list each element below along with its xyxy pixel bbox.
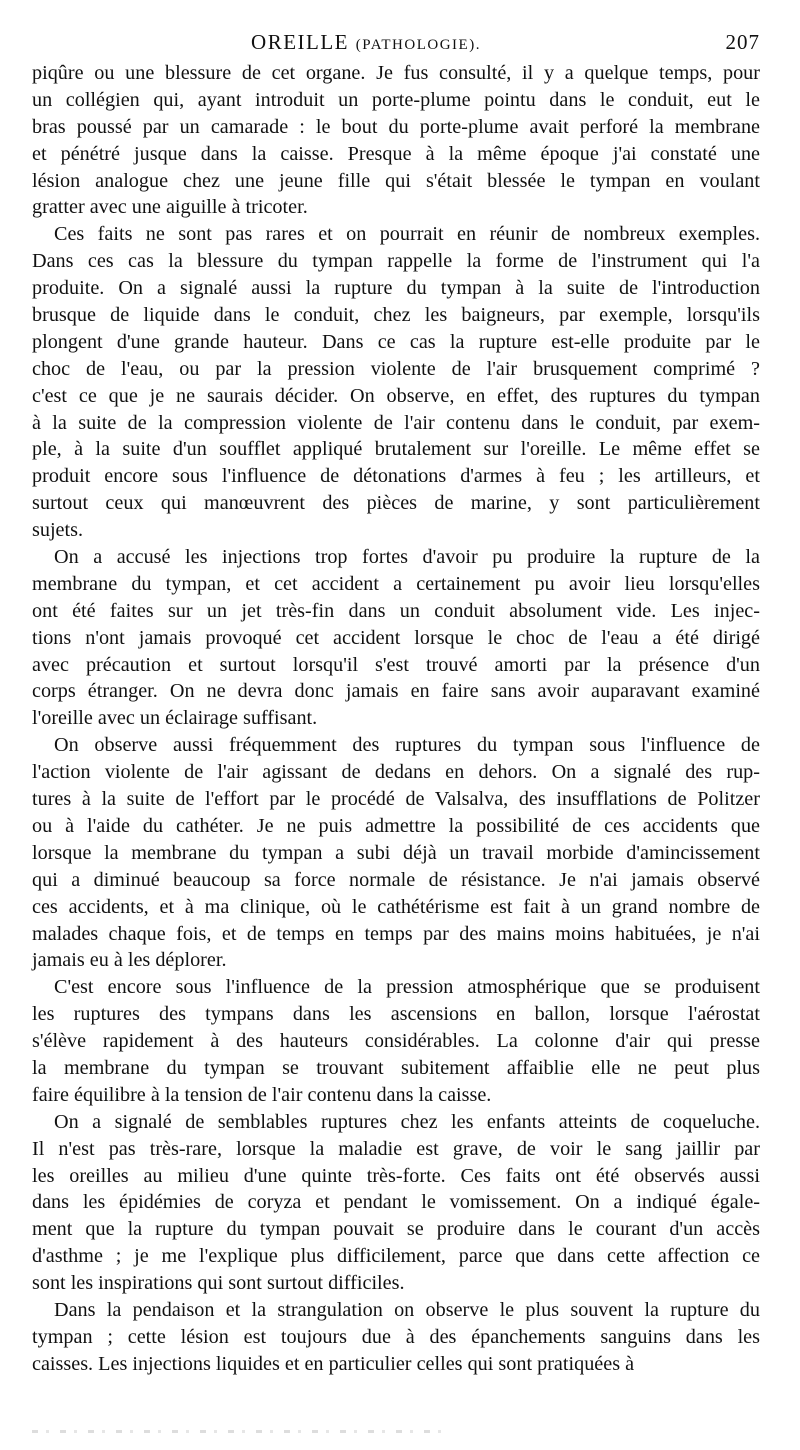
paragraph (32, 1297, 760, 1378)
text-line: qui a diminué beaucoup sa force normale de résistance. Je n'ai jamais observé (32, 868, 760, 891)
text-line: malades chaque fois, et de temps en temps par des mains moins habituées, je n'ai (32, 922, 760, 945)
text-line: gratter avec une aiguille à tricoter. (32, 196, 308, 219)
text-line: Il n'est pas très-rare, lorsque la maladie est grave, de voir le sang jaillir par (32, 1137, 760, 1160)
text-line: et pénétré jusque dans la caisse. Presque à la même époque j'ai constaté une (32, 142, 760, 165)
text-line: ple, à la suite d'un soufflet appliqué brutalement sur l'oreille. Le même effet se (32, 438, 760, 461)
paragraph (32, 974, 760, 1108)
text-line: faire équilibre à la tension de l'air contenu dans la caisse. (32, 1083, 492, 1106)
text-line: l'action violente de l'air agissant de dedans en dehors. On a signalé des rup- (32, 761, 760, 784)
page-number: 207 (725, 30, 760, 54)
text-line: piqûre ou une blessure de cet organe. Je fus consulté, il y a quelque temps, pour (32, 62, 760, 84)
text-line: tures à la suite de l'effort par le procédé de Valsalva, des insufflations de Politzer (32, 788, 760, 811)
text-line: sont les inspirations qui sont surtout difficiles. (32, 1272, 405, 1295)
scan-artifact (32, 1430, 452, 1433)
text-line: surtout ceux qui manœuvrent des pièces de marine, y sont particulièrement (32, 492, 760, 515)
book-page (32, 0, 760, 1375)
text-line: l'oreille avec un éclairage suffisant. (32, 707, 318, 730)
text-line: produit encore sous l'influence de détonations d'armes à feu ; les artilleurs, et (32, 465, 760, 488)
text-line: tions n'ont jamais provoqué cet accident lorsque le choc de l'eau a été dirigé (32, 626, 760, 649)
text-line: jamais eu à les déplorer. (32, 949, 227, 972)
page-header (32, 0, 760, 58)
text-line: les ruptures des tympans dans les ascensions en ballon, lorsque l'aérostat (32, 1003, 760, 1026)
text-line: ces accidents, et à ma clinique, où le cathétérisme est fait à un grand nombre de (32, 895, 760, 918)
text-line: caisses. Les injections liquides et en particulier celles qui sont pratiquées à (32, 1352, 635, 1375)
text-line: dans les épidémies de coryza et pendant le vomissement. On a indiqué égale- (32, 1191, 760, 1214)
text-line: ont été faites sur un jet très-fin dans un conduit absolument vide. Les injec- (32, 599, 760, 622)
text-line: corps étranger. On ne devra donc jamais en faire sans avoir auparavant examiné (32, 680, 760, 703)
paragraph (32, 221, 760, 544)
text-line: avec précaution et surtout lorsqu'il s'est trouvé amorti par la présence d'un (32, 653, 760, 676)
text-line: On a accusé les injections trop fortes d'avoir pu produire la rupture de la (54, 546, 760, 569)
paragraph (32, 60, 760, 221)
text-line: un collégien qui, ayant introduit un porte-plume pointu dans le conduit, eut le (32, 88, 760, 111)
text-line: sujets. (32, 519, 84, 542)
text-line: à la suite de la compression violente de l'air contenu dans le conduit, par exem- (32, 411, 760, 434)
paragraph (32, 732, 760, 974)
text-line: tympan ; cette lésion est toujours due à des épanchements sanguins dans les (32, 1325, 760, 1348)
text-line: lésion analogue chez une jeune fille qui s'était blessée le tympan en voulant (32, 169, 760, 192)
body-text (32, 60, 760, 1378)
text-line: C'est encore sous l'influence de la pression atmosphérique que se produisent (54, 976, 760, 999)
text-line: lorsque la membrane du tympan a subi déjà un travail morbide d'amincissement (32, 841, 760, 864)
text-line: d'asthme ; je me l'explique plus difficilement, parce que dans cette affection ce (32, 1245, 760, 1268)
text-line: s'élève rapidement à des hauteurs considérables. La colonne d'air qui presse (32, 1030, 760, 1053)
text-line: la membrane du tympan se trouvant subitement affaiblie elle ne peut plus (32, 1056, 760, 1079)
text-line: bras poussé par un camarade : le bout du porte-plume avait perforé la membrane (32, 115, 760, 138)
text-line: On a signalé de semblables ruptures chez les enfants atteints de coqueluche. (54, 1110, 760, 1133)
running-head-title: OREILLE (251, 30, 350, 54)
paragraph (32, 1109, 760, 1297)
running-head (32, 30, 700, 55)
text-line: Ces faits ne sont pas rares et on pourrait en réunir de nombreux exemples. (54, 223, 760, 246)
text-line: Dans la pendaison et la strangulation on observe le plus souvent la rupture du (54, 1298, 760, 1321)
text-line: membrane du tympan, et cet accident a certainement pu avoir lieu lorsqu'elles (32, 572, 760, 595)
text-line: les oreilles au milieu d'une quinte très-forte. Ces faits ont été observés aussi (32, 1164, 760, 1187)
text-line: plongent d'une grande hauteur. Dans ce cas la rupture est-elle produite par le (32, 330, 760, 353)
paragraph (32, 544, 760, 732)
running-head-subtitle: (PATHOLOGIE). (355, 37, 481, 53)
text-line: On observe aussi fréquemment des ruptures du tympan sous l'influence de (54, 734, 760, 757)
text-line: c'est ce que je ne saurais décider. On observe, en effet, des ruptures du tympan (32, 384, 760, 407)
text-line: brusque de liquide dans le conduit, chez les baigneurs, par exemple, lorsqu'ils (32, 304, 760, 327)
text-line: Dans ces cas la blessure du tympan rappelle la forme de l'instrument qui l'a (32, 250, 760, 273)
text-line: produite. On a signalé aussi la rupture du tympan à la suite de l'introduction (32, 277, 760, 300)
text-line: choc de l'eau, ou par la pression violente de l'air brusquement comprimé ? (32, 357, 760, 380)
text-line: ou à l'aide du cathéter. Je ne puis admettre la possibilité de ces accidents que (32, 814, 760, 837)
text-line: ment que la rupture du tympan pouvait se produire dans le courant d'un accès (32, 1218, 760, 1241)
